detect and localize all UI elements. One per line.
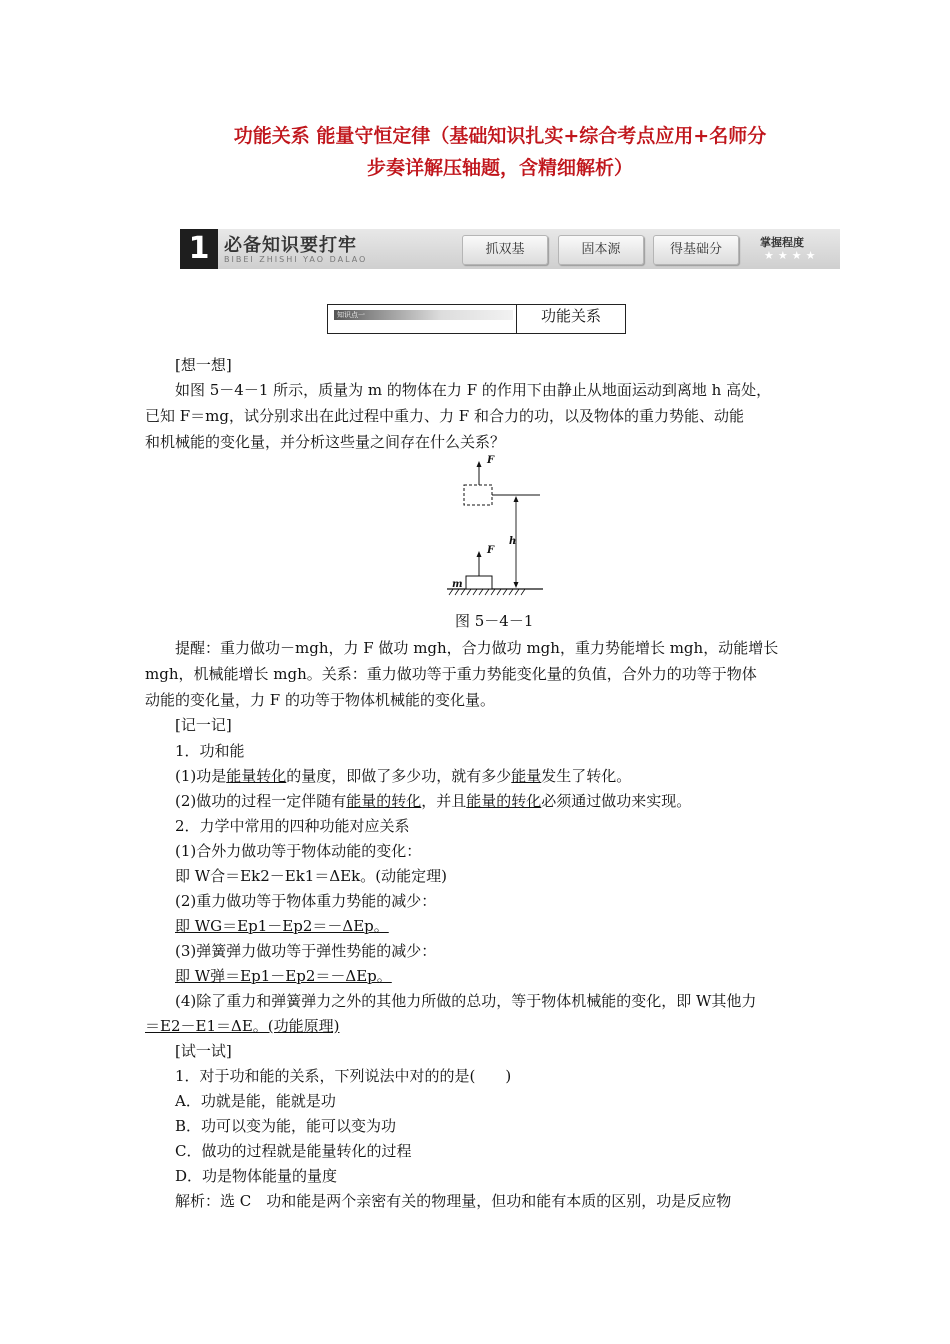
- banner-button-benyuan[interactable]: 固本源: [558, 235, 644, 265]
- text: ，并且: [421, 792, 467, 810]
- label-m: m: [452, 579, 463, 590]
- work-energy-point2: [175, 789, 691, 814]
- remember-header: [记一记]: [175, 716, 232, 734]
- relation3: (3)弹簧弹力做功等于弹性势能的减少：: [175, 942, 437, 960]
- banner-button-jichufen[interactable]: 得基础分: [653, 235, 739, 265]
- analysis: 解析：选 C 功和能是两个亲密有关的物理量，但功和能有本质的区别，功是反应物: [175, 1192, 732, 1210]
- banner-heading: 必备知识要打牢: [224, 235, 357, 256]
- underlined-term: 能量转化: [226, 767, 287, 785]
- text: (2)做功的过程一定伴随有: [175, 792, 347, 810]
- try-header: [试一试]: [175, 1042, 232, 1060]
- text: 的量度，即做了多少功，就有多少: [286, 767, 512, 785]
- relation4-line1: (4)除了重力和弹簧弹力之外的其他力所做的总功，等于物体机械能的变化，即 W其他力: [175, 992, 757, 1010]
- relation2-formula: 即 WG＝Ep1－Ep2＝－ΔEp。: [175, 917, 389, 935]
- work-energy-point1: [175, 764, 631, 789]
- hint-line3: 动能的变化量，力 F 的功等于物体机械能的变化量。: [145, 691, 495, 709]
- relation2: (2)重力做功等于物体重力势能的减少：: [175, 892, 437, 910]
- relation3-formula: 即 W弹＝Ep1－Ep2＝－ΔEp。: [175, 967, 392, 985]
- think-question-line1: 如图 5－4－1 所示，质量为 m 的物体在力 F 的作用下由静止从地面运动到离地 h 高处，: [175, 381, 772, 399]
- doc-title-line2: 步奏详解压轴题，含精细解析）: [366, 157, 633, 179]
- section-banner: [180, 229, 840, 269]
- text: (1)功是: [175, 767, 227, 785]
- label-f-top: F: [487, 455, 495, 466]
- option-c: C．做功的过程就是能量转化的过程: [175, 1142, 412, 1160]
- option-b: B．功可以变为能，能可以变为功: [175, 1117, 397, 1135]
- knowledge-point-name: 功能关系: [540, 307, 601, 325]
- figure-caption: 图 5－4－1: [455, 612, 534, 630]
- option-a: A．功就是能，能就是功: [175, 1092, 336, 1110]
- text: 发生了转化。: [541, 767, 632, 785]
- section-four-relations: 2．力学中常用的四种功能对应关系: [175, 817, 410, 835]
- banner-pinyin: BIBEI ZHISHI YAO DALAO: [224, 255, 368, 264]
- mastery-label: 掌握程度: [760, 236, 804, 249]
- section-work-energy: 1．功和能: [175, 742, 245, 760]
- underlined-term: 能量的转化: [466, 792, 542, 810]
- doc-title-line1: 功能关系 能量守恒定律（基础知识扎实+综合考点应用+名师分: [233, 125, 767, 147]
- think-header: [想一想]: [175, 356, 232, 374]
- relation1: (1)合外力做功等于物体动能的变化：: [175, 842, 422, 860]
- underlined-term: 能量的转化: [346, 792, 422, 810]
- hint-line2: mgh，机械能增长 mgh。关系：重力做功等于重力势能变化量的负值，合外力的功等于物体: [145, 665, 757, 683]
- underlined-term: 能量: [511, 767, 542, 785]
- star-icon: ★★★★: [764, 249, 820, 262]
- think-question-line2: 已知 F＝mg，试分别求出在此过程中重力、力 F 和合力的功，以及物体的重力势能、动能: [145, 407, 744, 425]
- label-h: h: [509, 536, 517, 547]
- label-f-bottom: F: [487, 545, 495, 556]
- relation1-formula: 即 W合＝Ek2－Ek1＝ΔEk。(动能定理): [175, 867, 447, 885]
- think-question-line3: 和机械能的变化量，并分析这些量之间存在什么关系？: [145, 433, 506, 451]
- option-d: D．功是物体能量的量度: [175, 1167, 338, 1185]
- try-question: 1．对于功和能的关系，下列说法中对的的是( ): [175, 1067, 512, 1085]
- knowledge-point-tag: 知识点一: [334, 310, 513, 320]
- relation4-line2: ＝E2－E1＝ΔE。(功能原理): [145, 1017, 340, 1035]
- banner-number: 1: [180, 229, 218, 269]
- knowledge-point-box: [327, 304, 626, 334]
- hint-line1: 提醒：重力做功－mgh，力 F 做功 mgh，合力做功 mgh，重力势能增长 mgh，动能增长: [175, 639, 779, 657]
- banner-button-shuangji[interactable]: 抓双基: [462, 235, 548, 265]
- text: 必须通过做功来实现。: [541, 792, 692, 810]
